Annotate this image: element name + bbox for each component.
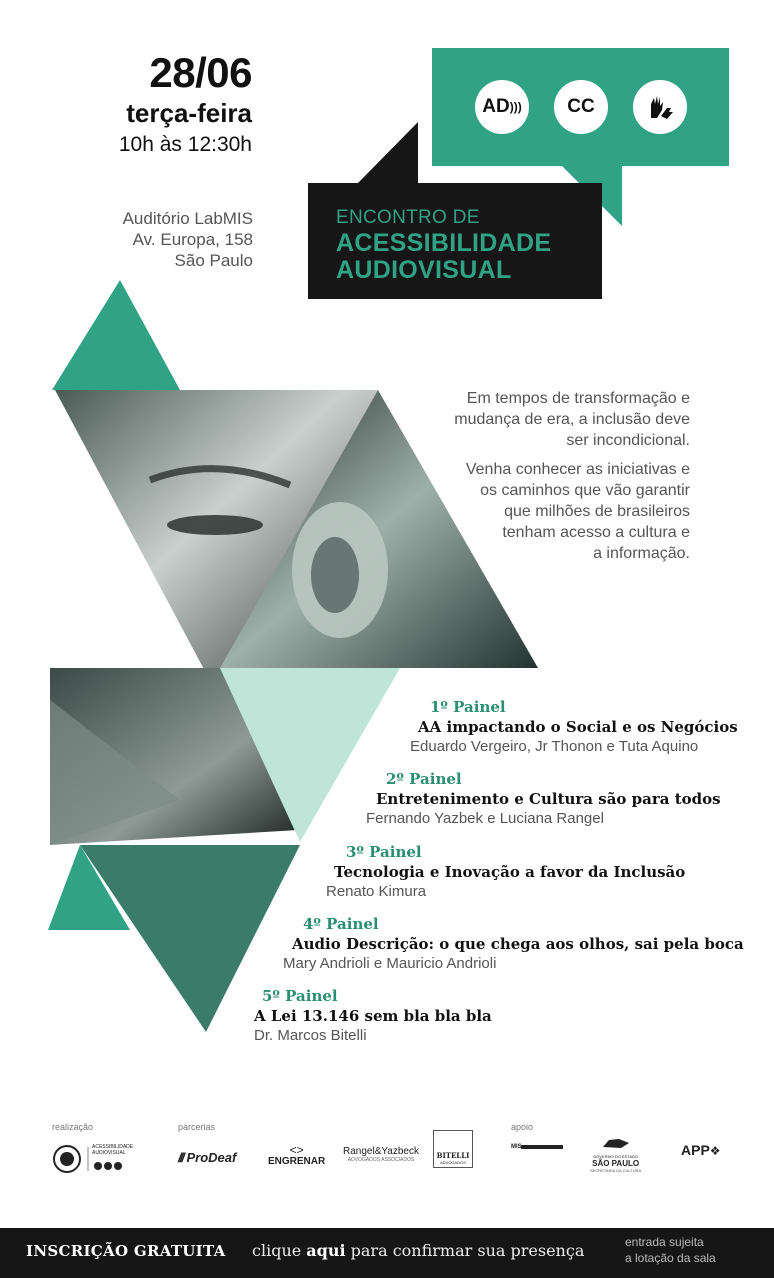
panel-speakers: Fernando Yazbek e Luciana Rangel bbox=[366, 810, 604, 827]
capacity-note: entrada sujeita a lotação da sala bbox=[625, 1235, 716, 1265]
sao-paulo-government-logo: GOVERNO DO ESTADO SÃO PAULO SECRETARIA DA CULTURA bbox=[590, 1136, 641, 1173]
venue-city: São Paulo bbox=[174, 251, 253, 270]
sign-language-icon bbox=[633, 80, 687, 134]
event-time: 10h às 12:30h bbox=[118, 133, 252, 156]
panel-3 bbox=[326, 843, 685, 900]
panel-number: 5º Painel bbox=[262, 987, 338, 1005]
venue-name: Auditório LabMIS bbox=[122, 209, 253, 228]
audio-description-icon: AD ))) bbox=[475, 80, 529, 134]
panel-speakers: Dr. Marcos Bitelli bbox=[254, 1027, 367, 1044]
mis-logo: MIS bbox=[511, 1144, 563, 1149]
panel-title: Tecnologia e Inovação a favor da Inclusão bbox=[334, 863, 686, 881]
panel-2 bbox=[366, 770, 721, 827]
top-green-triangle bbox=[52, 280, 180, 390]
event-title-line2: ACESSIBILIDADE bbox=[336, 229, 552, 257]
event-day: 28/06 bbox=[149, 49, 252, 96]
venue-address: Av. Europa, 158 bbox=[132, 230, 253, 249]
black-bubble-tail bbox=[358, 122, 418, 183]
panel-1 bbox=[410, 698, 738, 755]
intro-paragraph-2: Venha conhecer as iniciativas e os caminhos que vão garantir que milhões de brasileiros tenham acesso a cultura e a informação. bbox=[465, 461, 690, 562]
eye-shape bbox=[167, 515, 263, 535]
panel-title: AA impactando o Social e os Negócios bbox=[418, 718, 738, 736]
panel-number: 2º Painel bbox=[386, 770, 462, 788]
closed-captions-label: CC bbox=[567, 96, 595, 117]
realizacao-logo: ACESSIBILIDADE AUDIOVISUAL bbox=[52, 1144, 142, 1179]
panel-speakers: Renato Kimura bbox=[326, 883, 427, 900]
panel-title: Entretenimento e Cultura são para todos bbox=[376, 790, 721, 808]
intro-text bbox=[360, 388, 690, 572]
panel-5 bbox=[254, 987, 492, 1044]
free-registration-label: INSCRIÇÃO GRATUITA bbox=[26, 1242, 226, 1260]
panel-speakers: Eduardo Vergeiro, Jr Thonon e Tuta Aquino bbox=[410, 738, 699, 755]
panel-4 bbox=[283, 915, 744, 972]
event-title-line1: ENCONTRO DE bbox=[336, 207, 480, 228]
app-logo: APP❖ bbox=[681, 1142, 721, 1158]
rangel-yazbeck-logo: Rangel&Yazbeck ADVOGADOS ASSOCIADOS bbox=[343, 1146, 419, 1163]
panel-title: A Lei 13.146 sem bla bla bla bbox=[254, 1007, 492, 1025]
apoio-label: apoio bbox=[511, 1122, 534, 1132]
audio-description-label: AD bbox=[482, 96, 510, 117]
registration-footer[interactable] bbox=[0, 1228, 774, 1278]
panel-number: 1º Painel bbox=[430, 698, 506, 716]
panel-number: 3º Painel bbox=[346, 843, 422, 861]
bitelli-logo: BITELLI ADVOGADOS bbox=[433, 1130, 473, 1168]
panel-title: Audio Descrição: o que chega aos olhos, sai pela boca bbox=[292, 935, 744, 953]
prodeaf-logo: /// ProDeaf bbox=[178, 1150, 237, 1165]
realizacao-label: realização bbox=[52, 1122, 94, 1132]
panel-number: 4º Painel bbox=[303, 915, 379, 933]
intro-paragraph-1: Em tempos de transformação e mudança de era, a inclusão deve ser incondicional. bbox=[454, 390, 690, 449]
hands-icon bbox=[643, 90, 677, 124]
sp-map-icon bbox=[601, 1137, 631, 1149]
closed-captions-icon bbox=[554, 80, 608, 134]
event-title-line3: AUDIOVISUAL bbox=[336, 256, 512, 284]
engrenar-logo: <> ENGRENAR bbox=[268, 1143, 326, 1167]
event-weekday: terça-feira bbox=[126, 98, 252, 128]
confirm-presence-link[interactable]: clique aqui para confirmar sua presença bbox=[252, 1241, 585, 1260]
sponsor-logos bbox=[0, 1112, 774, 1212]
panel-speakers: Mary Andrioli e Mauricio Andrioli bbox=[283, 955, 497, 972]
parcerias-label: parcerias bbox=[178, 1122, 216, 1132]
here-link[interactable]: aqui bbox=[306, 1241, 346, 1260]
